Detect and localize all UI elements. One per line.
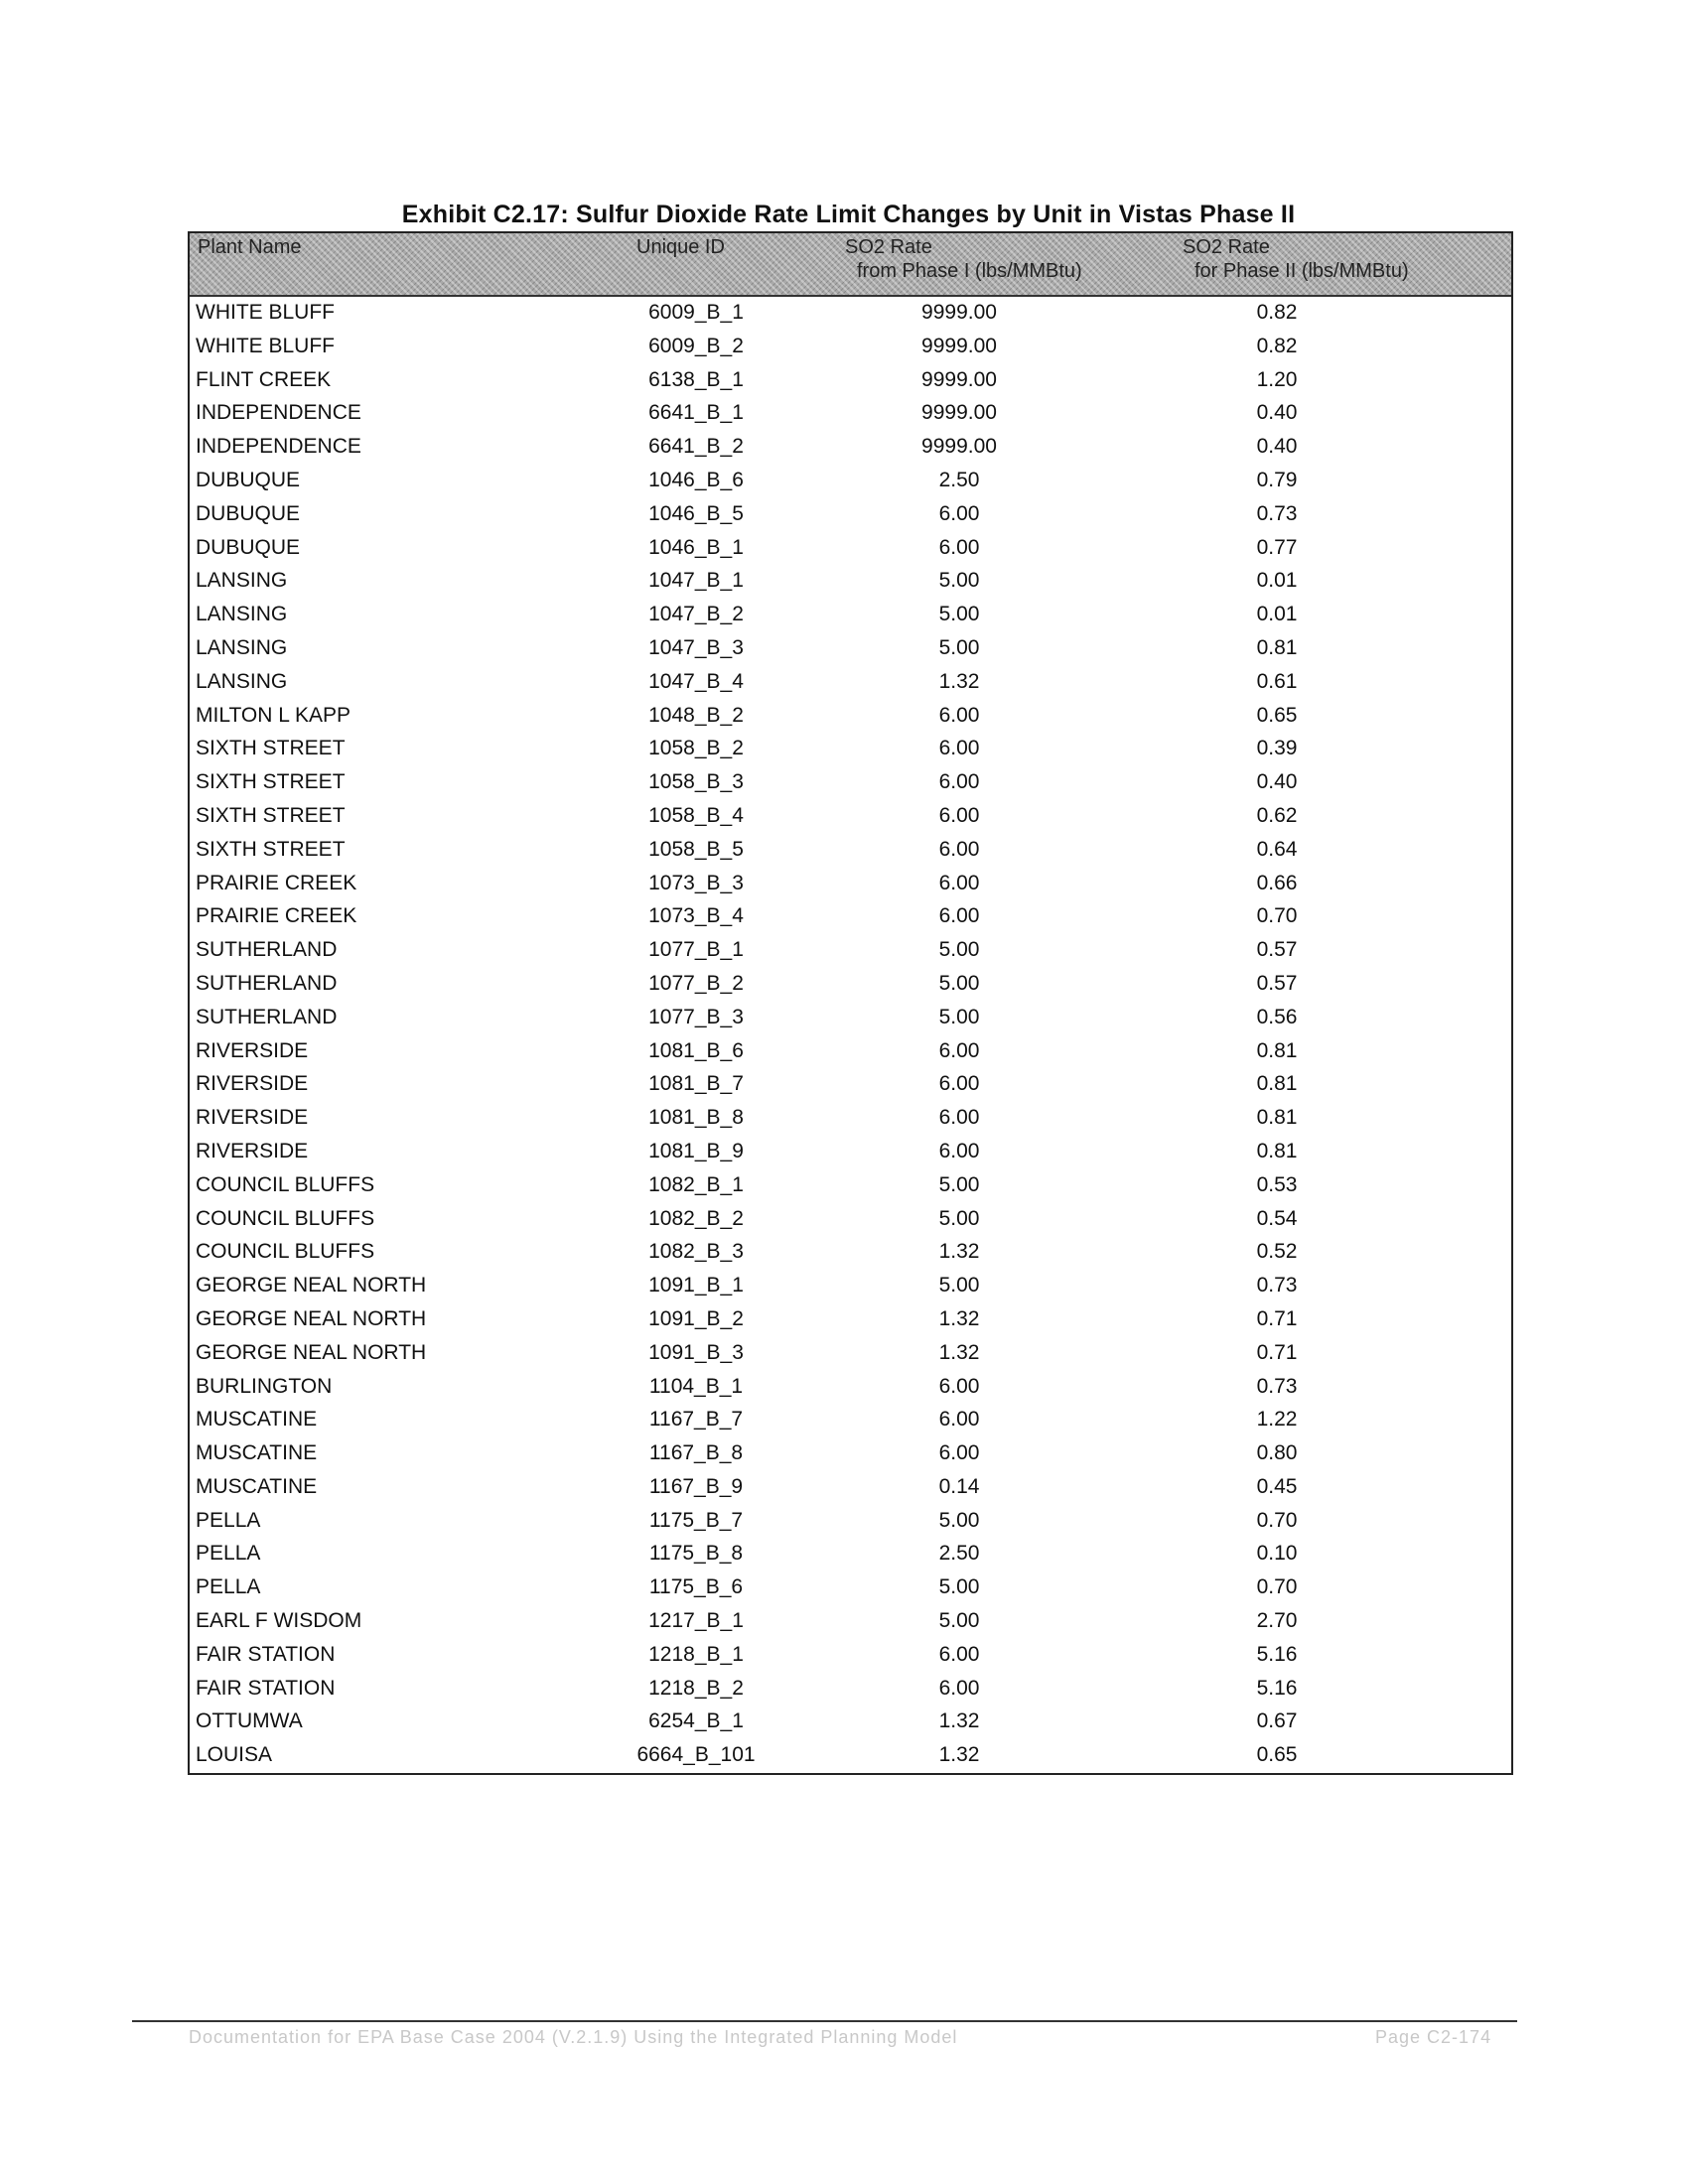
so2-rate-phase-1-cell: 5.00 <box>938 1206 980 1230</box>
unique-id-cell: 6009_B_1 <box>648 301 744 324</box>
unique-id-cell: 1167_B_9 <box>648 1474 744 1498</box>
table-row <box>190 1437 1511 1471</box>
table-row <box>190 565 1511 599</box>
so2-rate-phase-2-cell: 1.22 <box>1256 1408 1298 1432</box>
plant-name-cell: RIVERSIDE <box>196 1106 309 1130</box>
table-row <box>190 1303 1511 1337</box>
so2-rate-phase-1-cell: 9999.00 <box>921 334 997 357</box>
so2-rate-phase-2-cell: 0.45 <box>1256 1474 1298 1498</box>
so2-rate-phase-1-cell: 1.32 <box>938 1743 980 1767</box>
plant-name-cell: DUBUQUE <box>196 468 301 491</box>
so2-rate-phase-1-cell: 6.00 <box>938 737 980 760</box>
so2-rate-phase-2-cell: 0.81 <box>1256 1139 1298 1162</box>
plant-name-cell: PRAIRIE CREEK <box>196 871 357 894</box>
so2-rate-phase-2-cell: 0.66 <box>1256 871 1298 894</box>
plant-name-cell: COUNCIL BLUFFS <box>196 1206 375 1230</box>
table-row <box>190 1639 1511 1673</box>
so2-rate-phase-1-cell: 6.00 <box>938 1038 980 1062</box>
unique-id-cell: 1046_B_1 <box>648 535 744 559</box>
unique-id-cell: 1082_B_2 <box>648 1206 744 1230</box>
plant-name-cell: LANSING <box>196 569 288 593</box>
unique-id-cell: 1091_B_1 <box>648 1274 744 1297</box>
so2-rate-phase-1-cell: 1.32 <box>938 1240 980 1264</box>
so2-rate-phase-2-cell: 0.81 <box>1256 1106 1298 1130</box>
so2-rate-phase-1-cell: 6.00 <box>938 1106 980 1130</box>
plant-name-cell: SUTHERLAND <box>196 971 338 995</box>
unique-id-cell: 1058_B_4 <box>648 803 744 827</box>
unique-id-cell: 1046_B_6 <box>648 468 744 491</box>
so2-rate-phase-1-cell: 6.00 <box>938 1374 980 1398</box>
plant-name-cell: MUSCATINE <box>196 1474 318 1498</box>
unique-id-cell: 1047_B_4 <box>648 669 744 693</box>
table-row <box>190 868 1511 901</box>
table-row <box>190 1371 1511 1405</box>
unique-id-cell: 1077_B_1 <box>648 938 744 962</box>
plant-name-cell: GEORGE NEAL NORTH <box>196 1274 427 1297</box>
unique-id-cell: 1047_B_2 <box>648 603 744 626</box>
table-row <box>190 1270 1511 1303</box>
so2-rate-phase-2-cell: 0.71 <box>1256 1306 1298 1330</box>
unique-id-cell: 6254_B_1 <box>648 1709 744 1733</box>
unique-id-cell: 1104_B_1 <box>648 1374 744 1398</box>
table-header <box>190 233 1511 297</box>
so2-rate-phase-1-cell: 6.00 <box>938 1642 980 1666</box>
so2-rate-phase-2-cell: 0.57 <box>1256 971 1298 995</box>
plant-name-cell: MILTON L KAPP <box>196 703 351 727</box>
so2-rate-phase-2-cell: 0.73 <box>1256 501 1298 525</box>
plant-name-cell: BURLINGTON <box>196 1374 333 1398</box>
plant-name-cell: DUBUQUE <box>196 501 301 525</box>
unique-id-cell: 1058_B_5 <box>648 837 744 861</box>
unique-id-cell: 1081_B_8 <box>648 1106 744 1130</box>
unique-id-cell: 1077_B_3 <box>648 1005 744 1028</box>
so2-rate-table <box>188 231 1513 1775</box>
so2-rate-phase-1-cell: 0.14 <box>938 1474 980 1498</box>
unique-id-cell: 6641_B_2 <box>648 435 744 459</box>
so2-rate-phase-1-cell: 9999.00 <box>921 301 997 324</box>
unique-id-cell: 1175_B_8 <box>648 1542 744 1566</box>
table-row <box>190 1505 1511 1539</box>
unique-id-cell: 1047_B_1 <box>648 569 744 593</box>
so2-rate-phase-2-cell: 0.81 <box>1256 635 1298 659</box>
table-row <box>190 1739 1511 1773</box>
plant-name-cell: MUSCATINE <box>196 1441 318 1465</box>
unique-id-cell: 1081_B_7 <box>648 1072 744 1096</box>
table-row <box>190 331 1511 364</box>
unique-id-cell: 6641_B_1 <box>648 401 744 425</box>
so2-rate-phase-2-cell: 0.71 <box>1256 1340 1298 1364</box>
table-row <box>190 1337 1511 1371</box>
plant-name-cell: RIVERSIDE <box>196 1139 309 1162</box>
plant-name-cell: SIXTH STREET <box>196 803 346 827</box>
so2-rate-phase-2-cell: 0.81 <box>1256 1038 1298 1062</box>
table-row <box>190 1673 1511 1706</box>
so2-rate-phase-2-cell: 0.81 <box>1256 1072 1298 1096</box>
so2-rate-phase-1-cell: 5.00 <box>938 1172 980 1196</box>
plant-name-cell: OTTUMWA <box>196 1709 303 1733</box>
plant-name-cell: WHITE BLUFF <box>196 334 335 357</box>
plant-name-cell: LANSING <box>196 635 288 659</box>
so2-rate-phase-1-cell: 5.00 <box>938 1005 980 1028</box>
table-row <box>190 397 1511 431</box>
plant-name-cell: COUNCIL BLUFFS <box>196 1240 375 1264</box>
table-row <box>190 800 1511 834</box>
so2-rate-phase-2-cell: 0.40 <box>1256 435 1298 459</box>
plant-name-cell: SUTHERLAND <box>196 938 338 962</box>
so2-rate-phase-1-cell: 2.50 <box>938 1542 980 1566</box>
unique-id-cell: 1091_B_3 <box>648 1340 744 1364</box>
plant-name-cell: FAIR STATION <box>196 1642 336 1666</box>
so2-rate-phase-2-cell: 0.82 <box>1256 301 1298 324</box>
table-row <box>190 900 1511 934</box>
unique-id-cell: 1081_B_6 <box>648 1038 744 1062</box>
so2-rate-phase-1-cell: 6.00 <box>938 501 980 525</box>
plant-name-cell: SIXTH STREET <box>196 837 346 861</box>
so2-rate-phase-2-cell: 0.10 <box>1256 1542 1298 1566</box>
so2-rate-phase-2-cell: 0.73 <box>1256 1274 1298 1297</box>
so2-rate-phase-1-cell: 6.00 <box>938 535 980 559</box>
so2-rate-phase-1-cell: 5.00 <box>938 971 980 995</box>
so2-rate-phase-2-cell: 0.70 <box>1256 1575 1298 1599</box>
table-row <box>190 1169 1511 1203</box>
footer-page-number: Page C2-174 <box>1375 2027 1492 2047</box>
table-row <box>190 431 1511 465</box>
unique-id-cell: 1082_B_1 <box>648 1172 744 1196</box>
plant-name-cell: RIVERSIDE <box>196 1072 309 1096</box>
unique-id-cell: 1077_B_2 <box>648 971 744 995</box>
table-row <box>190 700 1511 734</box>
table-row <box>190 1538 1511 1571</box>
plant-name-cell: PELLA <box>196 1508 261 1532</box>
so2-rate-phase-1-cell: 5.00 <box>938 635 980 659</box>
so2-rate-phase-1-cell: 6.00 <box>938 1408 980 1432</box>
table-row <box>190 1102 1511 1136</box>
unique-id-cell: 1175_B_7 <box>648 1508 744 1532</box>
table-row <box>190 1236 1511 1270</box>
so2-rate-phase-1-cell: 2.50 <box>938 468 980 491</box>
plant-name-cell: COUNCIL BLUFFS <box>196 1172 375 1196</box>
so2-rate-phase-1-cell: 6.00 <box>938 837 980 861</box>
plant-name-cell: SUTHERLAND <box>196 1005 338 1028</box>
unique-id-cell: 6138_B_1 <box>648 367 744 391</box>
so2-rate-phase-1-cell: 1.32 <box>938 1340 980 1364</box>
unique-id-cell: 1073_B_3 <box>648 871 744 894</box>
header-plant-name: Plant Name <box>198 236 302 258</box>
so2-rate-phase-1-cell: 1.32 <box>938 1709 980 1733</box>
unique-id-cell: 1167_B_7 <box>648 1408 744 1432</box>
plant-name-cell: RIVERSIDE <box>196 1038 309 1062</box>
so2-rate-phase-1-cell: 6.00 <box>938 770 980 794</box>
table-row <box>190 1068 1511 1102</box>
unique-id-cell: 1217_B_1 <box>648 1609 744 1633</box>
so2-rate-phase-1-cell: 9999.00 <box>921 435 997 459</box>
table-row <box>190 666 1511 700</box>
unique-id-cell: 1048_B_2 <box>648 703 744 727</box>
plant-name-cell: DUBUQUE <box>196 535 301 559</box>
plant-name-cell: EARL F WISDOM <box>196 1609 362 1633</box>
so2-rate-phase-1-cell: 9999.00 <box>921 367 997 391</box>
so2-rate-phase-2-cell: 0.70 <box>1256 1508 1298 1532</box>
table-row <box>190 934 1511 968</box>
plant-name-cell: INDEPENDENCE <box>196 435 361 459</box>
plant-name-cell: LOUISA <box>196 1743 273 1767</box>
plant-name-cell: PELLA <box>196 1575 261 1599</box>
so2-rate-phase-1-cell: 5.00 <box>938 1508 980 1532</box>
so2-rate-phase-1-cell: 6.00 <box>938 1139 980 1162</box>
so2-rate-phase-1-cell: 5.00 <box>938 569 980 593</box>
table-row <box>190 1471 1511 1505</box>
unique-id-cell: 1091_B_2 <box>648 1306 744 1330</box>
plant-name-cell: LANSING <box>196 603 288 626</box>
unique-id-cell: 1058_B_3 <box>648 770 744 794</box>
so2-rate-phase-2-cell: 0.01 <box>1256 569 1298 593</box>
so2-rate-phase-2-cell: 5.16 <box>1256 1642 1298 1666</box>
so2-rate-phase-1-cell: 6.00 <box>938 1072 980 1096</box>
so2-rate-phase-2-cell: 0.80 <box>1256 1441 1298 1465</box>
so2-rate-phase-1-cell: 1.32 <box>938 669 980 693</box>
table-row <box>190 599 1511 632</box>
table-row <box>190 1404 1511 1437</box>
table-row <box>190 498 1511 532</box>
unique-id-cell: 1073_B_4 <box>648 904 744 928</box>
unique-id-cell: 1058_B_2 <box>648 737 744 760</box>
so2-rate-phase-2-cell: 0.64 <box>1256 837 1298 861</box>
so2-rate-phase-2-cell: 0.65 <box>1256 1743 1298 1767</box>
so2-rate-phase-2-cell: 0.39 <box>1256 737 1298 760</box>
so2-rate-phase-2-cell: 2.70 <box>1256 1609 1298 1633</box>
unique-id-cell: 1047_B_3 <box>648 635 744 659</box>
table-row <box>190 1605 1511 1639</box>
so2-rate-phase-2-cell: 0.73 <box>1256 1374 1298 1398</box>
plant-name-cell: LANSING <box>196 669 288 693</box>
plant-name-cell: PELLA <box>196 1542 261 1566</box>
plant-name-cell: FLINT CREEK <box>196 367 332 391</box>
unique-id-cell: 1167_B_8 <box>648 1441 744 1465</box>
table-row <box>190 1136 1511 1169</box>
unique-id-cell: 1081_B_9 <box>648 1139 744 1162</box>
exhibit-title: Exhibit C2.17: Sulfur Dioxide Rate Limit Changes by Unit in Vistas Phase II <box>401 201 1296 228</box>
so2-rate-phase-1-cell: 5.00 <box>938 938 980 962</box>
unique-id-cell: 1046_B_5 <box>648 501 744 525</box>
table-row <box>190 532 1511 566</box>
plant-name-cell: FAIR STATION <box>196 1676 336 1700</box>
plant-name-cell: PRAIRIE CREEK <box>196 904 357 928</box>
so2-rate-phase-2-cell: 0.77 <box>1256 535 1298 559</box>
so2-rate-phase-2-cell: 0.79 <box>1256 468 1298 491</box>
table-row <box>190 364 1511 398</box>
table-row <box>190 1571 1511 1605</box>
so2-rate-phase-1-cell: 9999.00 <box>921 401 997 425</box>
table-row <box>190 1035 1511 1069</box>
so2-rate-phase-2-cell: 0.70 <box>1256 904 1298 928</box>
so2-rate-phase-1-cell: 6.00 <box>938 1676 980 1700</box>
unique-id-cell: 6009_B_2 <box>648 334 744 357</box>
plant-name-cell: WHITE BLUFF <box>196 301 335 324</box>
unique-id-cell: 1218_B_2 <box>648 1676 744 1700</box>
so2-rate-phase-2-cell: 1.20 <box>1256 367 1298 391</box>
header-so2-rate-for-phase-2: SO2 Rate for Phase II (lbs/MMBtu) <box>1183 236 1409 282</box>
so2-rate-phase-1-cell: 5.00 <box>938 1609 980 1633</box>
table-row <box>190 733 1511 766</box>
table-row <box>190 834 1511 868</box>
so2-rate-phase-1-cell: 5.00 <box>938 1575 980 1599</box>
so2-rate-phase-2-cell: 0.67 <box>1256 1709 1298 1733</box>
plant-name-cell: GEORGE NEAL NORTH <box>196 1340 427 1364</box>
so2-rate-phase-1-cell: 5.00 <box>938 1274 980 1297</box>
so2-rate-phase-2-cell: 0.53 <box>1256 1172 1298 1196</box>
unique-id-cell: 6664_B_101 <box>636 1743 756 1767</box>
table-body <box>190 297 1511 1773</box>
plant-name-cell: SIXTH STREET <box>196 737 346 760</box>
so2-rate-phase-1-cell: 6.00 <box>938 703 980 727</box>
so2-rate-phase-2-cell: 0.01 <box>1256 603 1298 626</box>
so2-rate-phase-2-cell: 5.16 <box>1256 1676 1298 1700</box>
plant-name-cell: INDEPENDENCE <box>196 401 361 425</box>
footer-document-title: Documentation for EPA Base Case 2004 (V.2.1.9) Using the Integrated Planning Model <box>189 2027 958 2047</box>
so2-rate-phase-2-cell: 0.56 <box>1256 1005 1298 1028</box>
so2-rate-phase-1-cell: 1.32 <box>938 1306 980 1330</box>
table-row <box>190 632 1511 666</box>
table-row <box>190 968 1511 1002</box>
table-row <box>190 1203 1511 1237</box>
header-unique-id: Unique ID <box>636 236 725 258</box>
plant-name-cell: GEORGE NEAL NORTH <box>196 1306 427 1330</box>
unique-id-cell: 1175_B_6 <box>648 1575 744 1599</box>
so2-rate-phase-2-cell: 0.40 <box>1256 770 1298 794</box>
header-so2-rate-from-phase-1: SO2 Rate from Phase I (lbs/MMBtu) <box>845 236 1082 282</box>
footer-divider <box>132 2020 1517 2022</box>
table-row <box>190 1706 1511 1739</box>
so2-rate-phase-1-cell: 5.00 <box>938 603 980 626</box>
table-row <box>190 1002 1511 1035</box>
so2-rate-phase-1-cell: 6.00 <box>938 871 980 894</box>
so2-rate-phase-1-cell: 6.00 <box>938 803 980 827</box>
table-row <box>190 465 1511 498</box>
so2-rate-phase-2-cell: 0.62 <box>1256 803 1298 827</box>
plant-name-cell: MUSCATINE <box>196 1408 318 1432</box>
unique-id-cell: 1218_B_1 <box>648 1642 744 1666</box>
unique-id-cell: 1082_B_3 <box>648 1240 744 1264</box>
so2-rate-phase-2-cell: 0.52 <box>1256 1240 1298 1264</box>
so2-rate-phase-2-cell: 0.40 <box>1256 401 1298 425</box>
table-row <box>190 766 1511 800</box>
so2-rate-phase-2-cell: 0.57 <box>1256 938 1298 962</box>
so2-rate-phase-2-cell: 0.61 <box>1256 669 1298 693</box>
so2-rate-phase-1-cell: 6.00 <box>938 1441 980 1465</box>
so2-rate-phase-2-cell: 0.65 <box>1256 703 1298 727</box>
so2-rate-phase-2-cell: 0.82 <box>1256 334 1298 357</box>
plant-name-cell: SIXTH STREET <box>196 770 346 794</box>
so2-rate-phase-2-cell: 0.54 <box>1256 1206 1298 1230</box>
so2-rate-phase-1-cell: 6.00 <box>938 904 980 928</box>
table-row <box>190 297 1511 331</box>
